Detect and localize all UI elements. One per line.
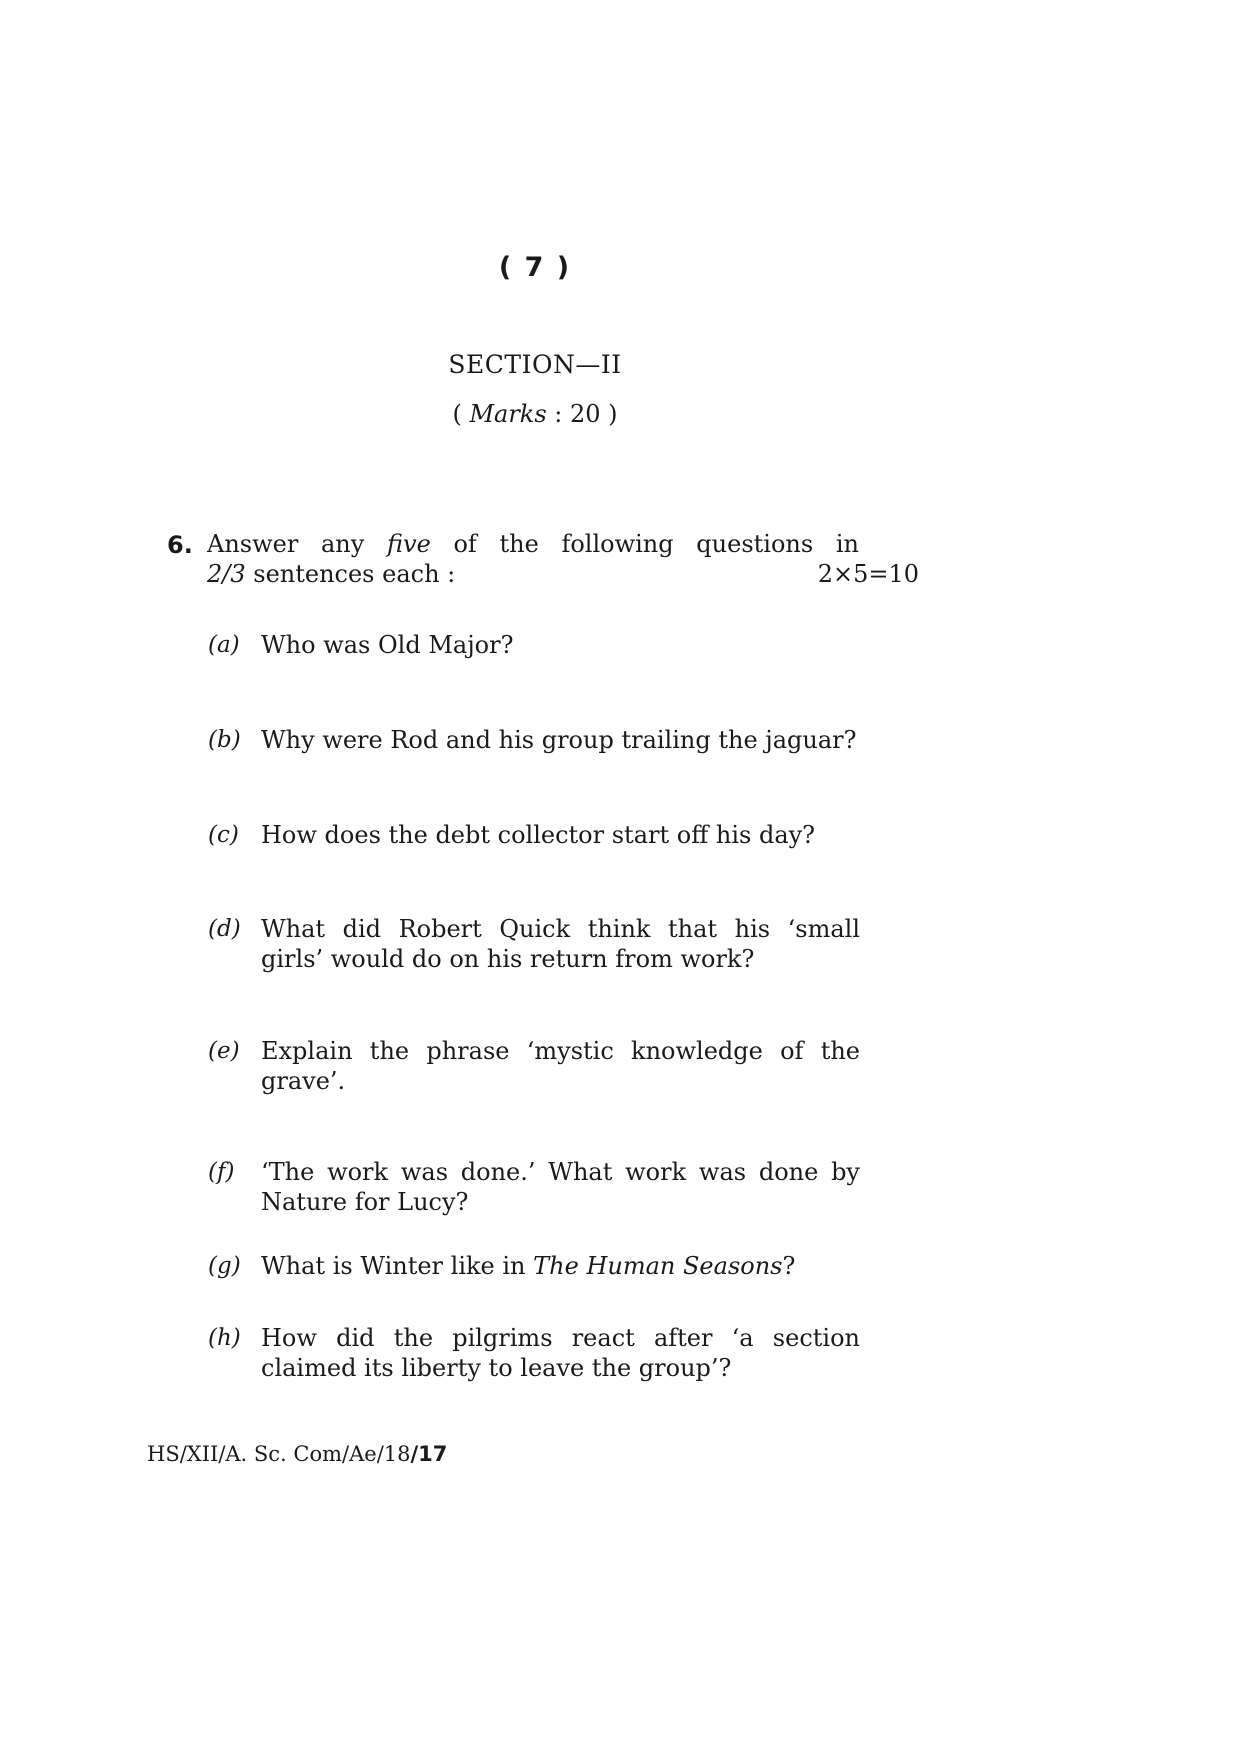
marks-label: Marks: [469, 400, 547, 428]
sub-question-text: Why were Rod and his group trailing the jaguar?: [261, 726, 857, 754]
instruction-word: the: [499, 530, 539, 558]
sub-question-text: Explain the phrase ‘mystic knowledge of the grave’.: [261, 1037, 860, 1095]
sub-question-d: [208, 914, 860, 974]
sub-question-label: (g): [208, 1253, 241, 1279]
marks-value: : 20 ): [546, 400, 618, 428]
paper-code: HS/XII/A. Sc. Com/Ae/18: [147, 1442, 411, 1466]
sub-question-text: How does the debt collector start off his day?: [261, 821, 816, 849]
instruction-word: in: [835, 530, 859, 558]
sub-question-e: [208, 1036, 860, 1096]
page-number: ( 7 ): [498, 252, 572, 283]
sub-question-label: (d): [208, 916, 241, 942]
poem-title: The Human Seasons: [533, 1252, 783, 1280]
sub-question-label: (f): [208, 1159, 235, 1185]
sub-question-b: [208, 725, 860, 755]
instruction-word-emphasis: five: [387, 530, 431, 558]
instruction-line-2-text: [207, 560, 455, 588]
sub-question-label: (b): [208, 727, 241, 753]
question-number: 6.: [167, 531, 193, 559]
sub-question-text: What did Robert Quick think that his ‘small girls’ would do on his return from work?: [261, 915, 860, 973]
sub-question-text: ‘The work was done.’ What work was done by Nature for Lucy?: [261, 1158, 860, 1216]
instruction-word: Answer: [207, 530, 299, 558]
sub-question-text: Who was Old Major?: [261, 631, 514, 659]
sub-question-h: [208, 1323, 860, 1383]
sentence-count: 2/3: [207, 560, 246, 588]
sub-question-a: [208, 630, 860, 660]
marks-open: (: [452, 400, 470, 428]
sub-question-text-before: What is Winter like in: [261, 1252, 534, 1280]
sub-question-text: [261, 1251, 860, 1281]
sub-question-text: How did the pilgrims react after ‘a section claimed its liberty to leave the group’?: [261, 1324, 860, 1382]
paper-code-footer: [147, 1442, 447, 1466]
instruction-word: any: [321, 530, 365, 558]
section-marks: [0, 400, 1070, 428]
sub-question-f: [208, 1157, 860, 1217]
instruction-word: following: [561, 530, 674, 558]
sub-question-label: (e): [208, 1038, 240, 1064]
sub-question-c: [208, 820, 860, 850]
page-count: /17: [410, 1442, 448, 1466]
sub-question-g: [208, 1251, 860, 1281]
sub-question-label: (c): [208, 822, 239, 848]
instruction-word: of: [453, 530, 477, 558]
question-instruction-line-1: [207, 530, 859, 558]
section-title: SECTION—II: [448, 350, 622, 379]
sub-question-label: (h): [208, 1325, 241, 1351]
question-marks: 2×5=10: [817, 560, 919, 588]
sub-question-label: (a): [208, 632, 240, 658]
sub-question-text-after: ?: [782, 1252, 796, 1280]
instruction-word: questions: [696, 530, 814, 558]
question-instruction-line-2: [207, 560, 919, 588]
instruction-line-2-rest: sentences each :: [245, 560, 456, 588]
